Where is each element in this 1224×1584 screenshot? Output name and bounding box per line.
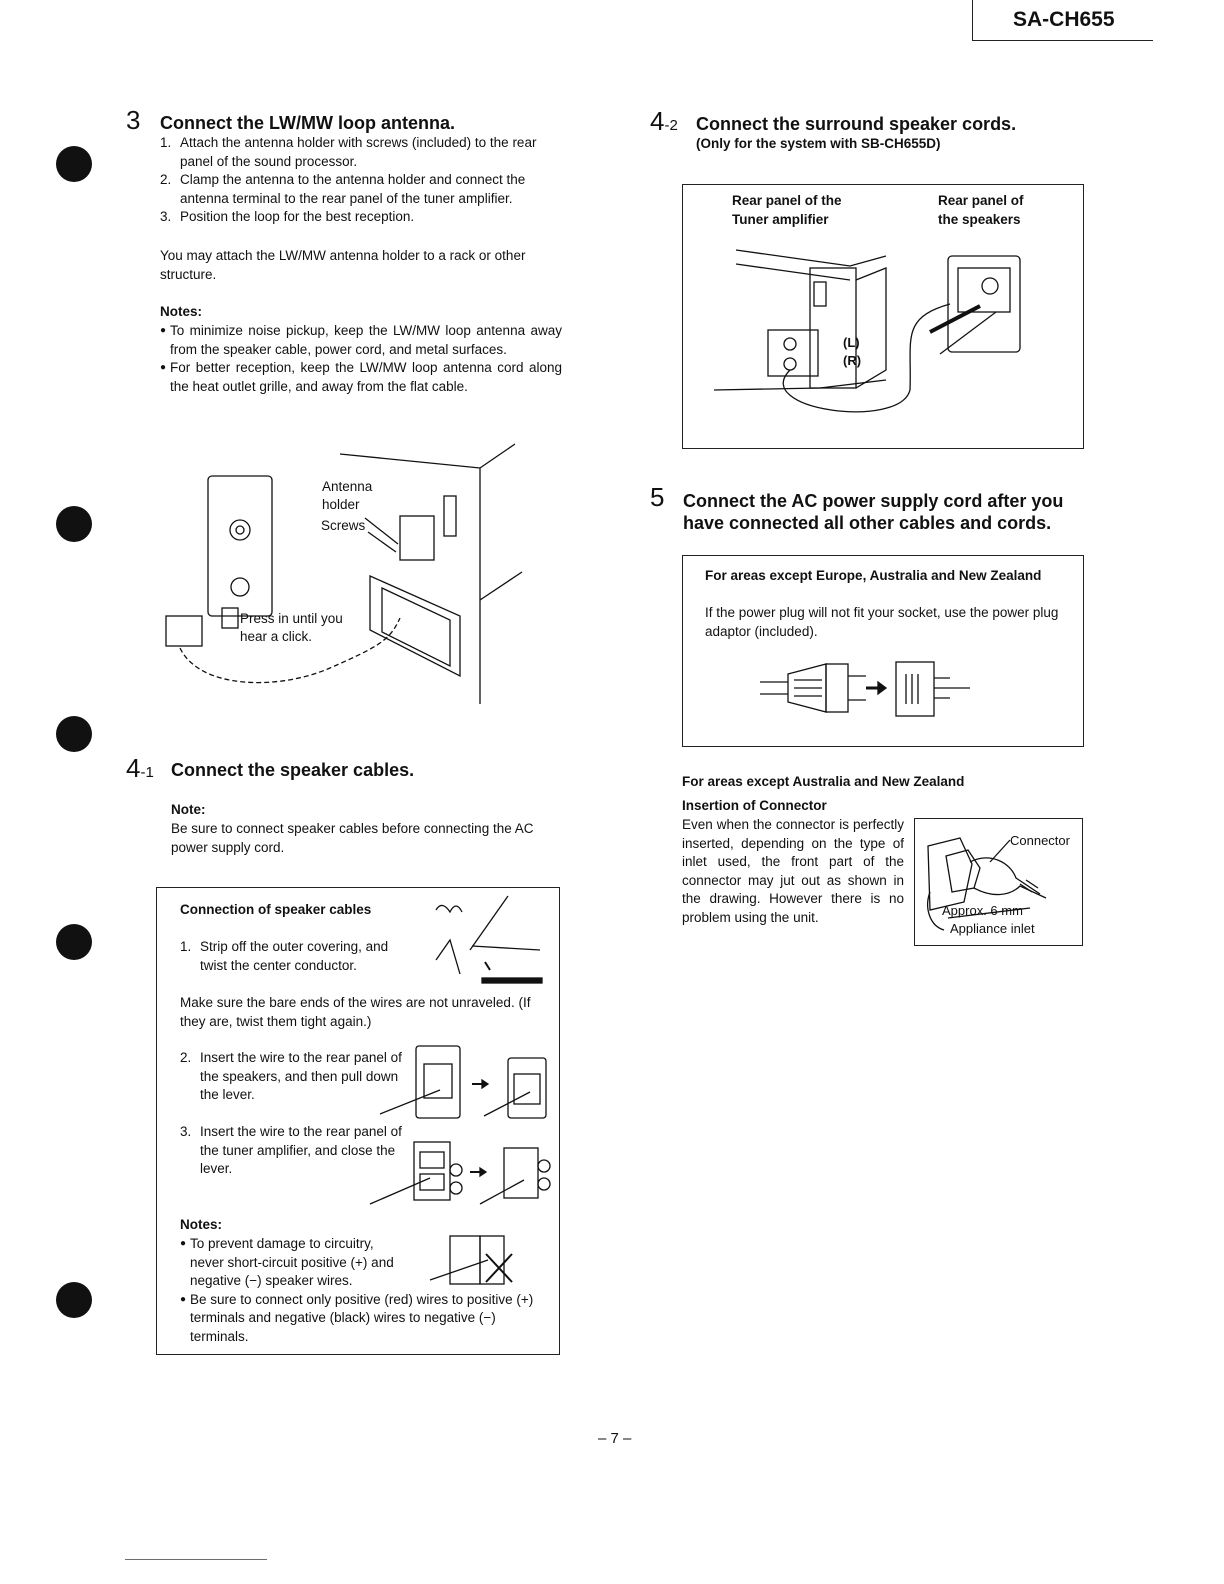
- speaker-box-title: Connection of speaker cables: [180, 902, 372, 917]
- screws-label: Screws: [321, 518, 366, 533]
- section-4-2-title: Connect the surround speaker cords.: [696, 114, 1017, 134]
- short-circuit-figure: [428, 1232, 518, 1292]
- speaker-make-sure: Make sure the bare ends of the wires are not unraveled. (If they are, twist them tight again.): [180, 995, 531, 1029]
- footer-rule: [125, 1559, 267, 1560]
- list-item: ● To minimize noise pickup, keep the LW/MW loop antenna away from the speaker cable, power cord, and metal surfaces.: [160, 322, 562, 359]
- binder-hole: [56, 924, 92, 960]
- insertion-text: Even when the connector is perfectly inserted, depending on the type of inlet used, the front part of the connector may jut out as shown in the drawing. However there is no problem using the unit.: [682, 817, 904, 925]
- section-4-2-subtitle: (Only for the system with SB-CH655D): [696, 136, 941, 151]
- section-4-1-number: 4-1: [126, 753, 154, 783]
- list-item: 1. Strip off the outer covering, and twist the center conductor.: [180, 939, 389, 973]
- list-item: ● To prevent damage to circuitry, never short-circuit positive (+) and negative (−) speaker wires.: [180, 1235, 400, 1291]
- surround-label-right: Rear panel of the speakers: [938, 193, 1024, 227]
- binder-hole: [56, 506, 92, 542]
- amplifier-terminal-figure: [360, 1128, 555, 1218]
- list-item: 2. Insert the wire to the rear panel of the speakers, and then pull down the lever.: [180, 1050, 402, 1102]
- section-4-1-note: Be sure to connect speaker cables before connecting the AC power supply cord.: [171, 821, 534, 855]
- binder-hole: [56, 1282, 92, 1318]
- power-box-area: For areas except Europe, Australia and New Zealand: [705, 568, 1042, 583]
- press-label: Press in until you hear a click.: [240, 611, 343, 644]
- speaker-step-2: [180, 1049, 410, 1105]
- speaker-step-1: [180, 938, 412, 975]
- tag-l: (L): [843, 335, 860, 350]
- section-4-1-note-title: Note:: [171, 802, 206, 817]
- speaker-terminal-figure: [380, 1040, 550, 1124]
- inlet-label: Appliance inlet: [950, 921, 1035, 936]
- approx-label: Approx. 6 mm: [942, 903, 1023, 918]
- section-3-notes-title: Notes:: [160, 304, 203, 319]
- model-number: SA-CH655: [1013, 8, 1115, 31]
- binder-hole: [56, 146, 92, 182]
- model-header: [972, 0, 1153, 41]
- binder-hole: [56, 716, 92, 752]
- page-number: – 7 –: [598, 1430, 632, 1447]
- power-box-text: If the power plug will not fit your socket, use the power plug adaptor (included).: [705, 605, 1059, 639]
- list-item: ● For better reception, keep the LW/MW loop antenna cord along the heat outlet grille, and away from the flat cable.: [160, 359, 562, 396]
- list-item: 1. Attach the antenna holder with screws (included) to the rear panel of the sound processor.: [160, 135, 537, 169]
- screw-icon: [230, 520, 250, 540]
- section-3-title: Connect the LW/MW loop antenna.: [160, 113, 455, 133]
- antenna-holder-icon: [370, 576, 460, 676]
- list-item: 3. Insert the wire to the rear panel of the tuner amplifier, and close the lever.: [180, 1124, 402, 1176]
- list-item: 2. Clamp the antenna to the antenna holder and connect the antenna terminal to the rear panel of the tuner amplifier.: [160, 172, 526, 206]
- tag-r: (R): [843, 353, 862, 368]
- connector-label: Connector: [1010, 833, 1070, 848]
- section-3-steps: [160, 134, 564, 227]
- section-5-area2: For areas except Australia and New Zealand: [682, 774, 965, 789]
- adaptor-icon: [896, 662, 934, 716]
- section-4-1-title: Connect the speaker cables.: [171, 760, 415, 780]
- loop-antenna-frame: [208, 476, 272, 616]
- antenna-holder-label: Antenna holder: [322, 479, 373, 512]
- section-5-number: 5: [650, 482, 665, 512]
- section-3-number: 3: [126, 105, 141, 135]
- section-3-extra: You may attach the LW/MW antenna holder to a rack or other structure.: [160, 248, 526, 282]
- section-4-2-number: 4-2: [650, 106, 678, 136]
- surround-label-left: Rear panel of the Tuner amplifier: [732, 193, 842, 227]
- antenna-terminal-icon: [166, 616, 202, 646]
- wire-strip-figure: [400, 890, 555, 990]
- speaker-notes-title: Notes:: [180, 1217, 223, 1232]
- insertion-title: Insertion of Connector: [682, 798, 827, 813]
- surround-figure: [700, 240, 1030, 430]
- list-item: 3. Position the loop for the best reception.: [160, 209, 415, 224]
- appliance-inlet-icon: [928, 838, 972, 910]
- plug-adaptor-figure: [760, 660, 980, 720]
- section-3-notes: [160, 322, 562, 396]
- list-item: ● Be sure to connect only positive (red) wires to positive (+) terminals and negative (black) wires to negative (−) terminals.: [180, 1291, 542, 1347]
- section-5-title: Connect the AC power supply cord after you have connected all other cables and cords.: [683, 491, 1064, 533]
